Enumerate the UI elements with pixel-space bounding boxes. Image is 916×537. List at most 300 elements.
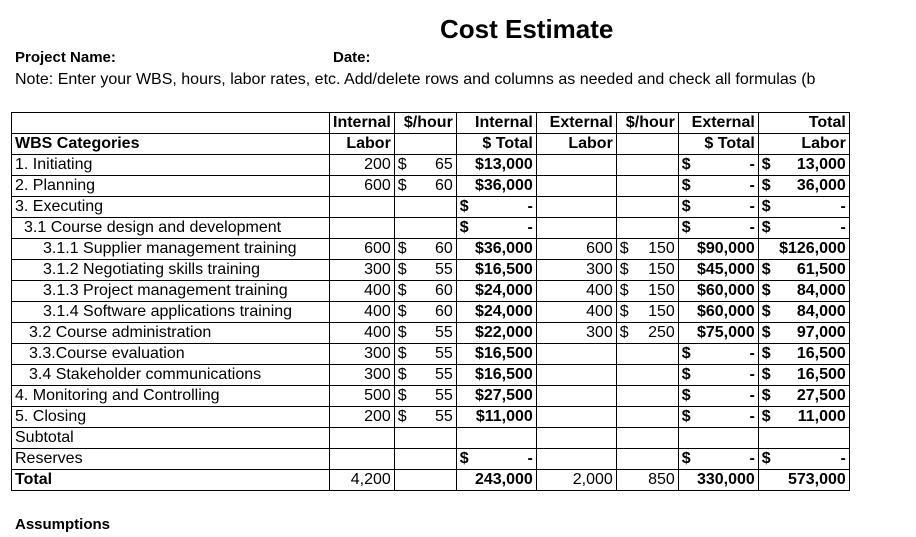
currency-symbol: $ bbox=[459, 219, 469, 236]
table-cell bbox=[456, 260, 536, 281]
accounting-value bbox=[398, 386, 453, 406]
table-cell bbox=[394, 302, 456, 323]
currency-symbol: $ bbox=[681, 387, 691, 404]
currency-symbol: $ bbox=[681, 366, 691, 383]
table-cell bbox=[678, 407, 758, 428]
table-cell bbox=[456, 365, 536, 386]
table-cell bbox=[394, 365, 456, 386]
accounting-value bbox=[398, 239, 453, 259]
cell-value: 60 bbox=[435, 282, 453, 299]
accounting-value bbox=[682, 386, 755, 406]
wbs-category-cell: 3.2 Course administration bbox=[12, 323, 330, 344]
accounting-value bbox=[682, 239, 755, 259]
header-cell bbox=[12, 113, 330, 134]
table-cell bbox=[758, 218, 849, 239]
currency-symbol: $ bbox=[761, 177, 771, 194]
cell-value: - bbox=[749, 366, 755, 383]
table-row bbox=[12, 281, 850, 302]
table-cell bbox=[758, 176, 849, 197]
accounting-value bbox=[682, 449, 755, 469]
cell-value: - bbox=[749, 408, 755, 425]
table-cell bbox=[456, 176, 536, 197]
header-cell: Internal bbox=[456, 113, 536, 134]
table-cell: 600 bbox=[330, 239, 395, 260]
cell-value: $24,000 bbox=[474, 303, 533, 320]
table-cell bbox=[394, 176, 456, 197]
cell-value: - bbox=[840, 198, 846, 215]
currency-symbol bbox=[682, 281, 684, 301]
currency-symbol: $ bbox=[761, 282, 771, 299]
accounting-value bbox=[762, 155, 846, 175]
table-cell bbox=[536, 218, 616, 239]
table-cell bbox=[456, 449, 536, 470]
table-cell bbox=[456, 323, 536, 344]
cell-value: $27,500 bbox=[474, 387, 533, 404]
table-cell bbox=[456, 428, 536, 449]
table-row bbox=[12, 176, 850, 197]
cell-value: 27,500 bbox=[796, 387, 846, 404]
currency-symbol: $ bbox=[619, 282, 629, 299]
table-cell bbox=[536, 197, 616, 218]
cell-value: 84,000 bbox=[796, 303, 846, 320]
cell-value: 150 bbox=[648, 240, 675, 257]
table-cell bbox=[616, 176, 678, 197]
accounting-value bbox=[460, 365, 533, 385]
cell-value: 55 bbox=[435, 345, 453, 362]
currency-symbol bbox=[682, 323, 684, 343]
accounting-value bbox=[682, 176, 755, 196]
table-cell bbox=[616, 218, 678, 239]
header-cell: Labor bbox=[758, 134, 849, 155]
accounting-value bbox=[682, 365, 755, 385]
wbs-category-cell: 3.1.3 Project management training bbox=[12, 281, 330, 302]
cell-value: - bbox=[749, 156, 755, 173]
table-cell bbox=[616, 386, 678, 407]
total-row bbox=[12, 470, 850, 491]
accounting-value bbox=[682, 260, 755, 280]
table-cell bbox=[758, 197, 849, 218]
cell-value: $75,000 bbox=[696, 324, 755, 341]
cell-value: 55 bbox=[435, 408, 453, 425]
table-cell bbox=[616, 302, 678, 323]
wbs-category-cell: 3.1.4 Software applications training bbox=[12, 302, 330, 323]
table-cell bbox=[394, 281, 456, 302]
accounting-value bbox=[762, 386, 846, 406]
accounting-value bbox=[762, 260, 846, 280]
reserves-row bbox=[12, 449, 850, 470]
total-label: Total bbox=[12, 470, 330, 491]
currency-symbol: $ bbox=[459, 450, 469, 467]
currency-symbol: $ bbox=[397, 156, 407, 173]
table-cell bbox=[456, 386, 536, 407]
table-cell: 200 bbox=[330, 407, 395, 428]
cell-value: $16,500 bbox=[474, 366, 533, 383]
page-title: Cost Estimate bbox=[440, 14, 614, 44]
cell-value: - bbox=[749, 345, 755, 362]
table-cell bbox=[758, 239, 849, 260]
table-cell bbox=[616, 281, 678, 302]
table-cell bbox=[394, 470, 456, 491]
accounting-value bbox=[620, 302, 675, 322]
accounting-value bbox=[460, 155, 533, 175]
accounting-value bbox=[762, 407, 846, 427]
accounting-value bbox=[762, 197, 846, 217]
table-cell: 600 bbox=[330, 176, 395, 197]
cell-value: $11,000 bbox=[475, 408, 533, 425]
cell-value: 11,000 bbox=[797, 408, 846, 425]
cell-value: 97,000 bbox=[796, 324, 846, 341]
accounting-value bbox=[762, 344, 846, 364]
project-name-label: Project Name: bbox=[15, 49, 116, 66]
cell-value: - bbox=[527, 198, 533, 215]
table-row bbox=[12, 239, 850, 260]
wbs-category-cell: 1. Initiating bbox=[12, 155, 330, 176]
table-cell bbox=[758, 260, 849, 281]
table-cell bbox=[678, 365, 758, 386]
accounting-value bbox=[398, 365, 453, 385]
table-cell: 300 bbox=[330, 344, 395, 365]
cell-value: $22,000 bbox=[474, 324, 533, 341]
currency-symbol: $ bbox=[459, 198, 469, 215]
table-cell bbox=[616, 428, 678, 449]
table-cell: 243,000 bbox=[456, 470, 536, 491]
table-cell bbox=[758, 407, 849, 428]
table-cell: 400 bbox=[536, 302, 616, 323]
cell-value: 60 bbox=[435, 240, 453, 257]
table-cell bbox=[616, 449, 678, 470]
table-cell bbox=[536, 344, 616, 365]
table-cell: 200 bbox=[330, 155, 395, 176]
table-cell bbox=[394, 260, 456, 281]
table-cell bbox=[456, 407, 536, 428]
table-cell bbox=[330, 428, 395, 449]
accounting-value bbox=[460, 386, 533, 406]
cell-value: 55 bbox=[435, 261, 453, 278]
header-cell bbox=[394, 134, 456, 155]
accounting-value bbox=[460, 323, 533, 343]
table-cell bbox=[394, 428, 456, 449]
accounting-value bbox=[398, 323, 453, 343]
subtotal-row bbox=[12, 428, 850, 449]
currency-symbol: $ bbox=[397, 240, 407, 257]
cell-value: $16,500 bbox=[474, 345, 533, 362]
cell-value: 150 bbox=[648, 261, 675, 278]
currency-symbol: $ bbox=[397, 324, 407, 341]
table-cell bbox=[678, 323, 758, 344]
table-cell bbox=[456, 197, 536, 218]
table-row bbox=[12, 302, 850, 323]
table-cell bbox=[456, 239, 536, 260]
header-row-2 bbox=[12, 134, 850, 155]
accounting-value bbox=[398, 407, 453, 427]
wbs-category-cell: 3.1 Course design and development bbox=[12, 218, 330, 239]
table-cell bbox=[536, 428, 616, 449]
table-cell bbox=[678, 386, 758, 407]
table-row bbox=[12, 218, 850, 239]
accounting-value bbox=[682, 323, 755, 343]
table-cell bbox=[616, 155, 678, 176]
table-cell bbox=[616, 197, 678, 218]
table-cell: 2,000 bbox=[536, 470, 616, 491]
table-cell bbox=[536, 155, 616, 176]
table-cell bbox=[394, 449, 456, 470]
accounting-value bbox=[762, 218, 846, 238]
table-cell bbox=[536, 449, 616, 470]
wbs-category-cell: 5. Closing bbox=[12, 407, 330, 428]
table-cell: 400 bbox=[330, 323, 395, 344]
accounting-value bbox=[460, 407, 533, 427]
wbs-category-cell: 3.1.2 Negotiating skills training bbox=[12, 260, 330, 281]
cell-value: 84,000 bbox=[796, 282, 846, 299]
table-cell bbox=[758, 428, 849, 449]
table-cell bbox=[394, 218, 456, 239]
accounting-value bbox=[460, 449, 533, 469]
table-cell bbox=[394, 197, 456, 218]
table-row bbox=[12, 407, 850, 428]
currency-symbol: $ bbox=[681, 156, 691, 173]
header-cell: $ Total bbox=[456, 134, 536, 155]
currency-symbol: $ bbox=[619, 303, 629, 320]
accounting-value bbox=[762, 302, 846, 322]
currency-symbol: $ bbox=[761, 219, 771, 236]
cell-value: - bbox=[840, 219, 846, 236]
table-cell: 300 bbox=[330, 260, 395, 281]
cell-value: 250 bbox=[648, 324, 675, 341]
accounting-value bbox=[762, 449, 846, 469]
table-cell bbox=[616, 239, 678, 260]
table-cell bbox=[758, 155, 849, 176]
table-row bbox=[12, 344, 850, 365]
accounting-value bbox=[460, 281, 533, 301]
currency-symbol: $ bbox=[761, 198, 771, 215]
header-cell: Labor bbox=[536, 134, 616, 155]
table-cell: 300 bbox=[536, 260, 616, 281]
table-cell bbox=[678, 218, 758, 239]
cell-value: $126,000 bbox=[779, 240, 846, 257]
accounting-value bbox=[460, 260, 533, 280]
currency-symbol bbox=[682, 239, 684, 259]
currency-symbol bbox=[460, 281, 462, 301]
cell-value: - bbox=[749, 177, 755, 194]
currency-symbol: $ bbox=[397, 366, 407, 383]
table-cell bbox=[678, 344, 758, 365]
cell-value: $45,000 bbox=[696, 261, 755, 278]
wbs-category-cell: 2. Planning bbox=[12, 176, 330, 197]
currency-symbol: $ bbox=[681, 198, 691, 215]
cell-value: $16,500 bbox=[474, 261, 533, 278]
cell-value: 16,500 bbox=[796, 345, 846, 362]
table-cell: 330,000 bbox=[678, 470, 758, 491]
header-cell: Internal bbox=[330, 113, 395, 134]
header-cell: Total bbox=[758, 113, 849, 134]
accounting-value bbox=[682, 407, 755, 427]
accounting-value bbox=[398, 260, 453, 280]
cell-value: 60 bbox=[435, 303, 453, 320]
table-cell bbox=[330, 449, 395, 470]
table-cell bbox=[678, 176, 758, 197]
accounting-value bbox=[762, 323, 846, 343]
accounting-value bbox=[398, 155, 453, 175]
table-cell bbox=[456, 155, 536, 176]
table-cell bbox=[394, 323, 456, 344]
cell-value: $36,000 bbox=[474, 177, 533, 194]
table-cell: 300 bbox=[330, 365, 395, 386]
accounting-value bbox=[682, 344, 755, 364]
accounting-value bbox=[460, 218, 533, 238]
header-cell: $/hour bbox=[616, 113, 678, 134]
cell-value: - bbox=[527, 219, 533, 236]
accounting-value bbox=[398, 302, 453, 322]
cell-value: 13,000 bbox=[796, 156, 846, 173]
currency-symbol bbox=[762, 239, 764, 259]
currency-symbol: $ bbox=[681, 408, 691, 425]
accounting-value bbox=[398, 344, 453, 364]
currency-symbol: $ bbox=[397, 303, 407, 320]
cell-value: - bbox=[749, 219, 755, 236]
currency-symbol: $ bbox=[761, 303, 771, 320]
currency-symbol: $ bbox=[397, 408, 407, 425]
accounting-value bbox=[460, 344, 533, 364]
header-cell: External bbox=[536, 113, 616, 134]
table-cell: 400 bbox=[330, 302, 395, 323]
table-cell: 4,200 bbox=[330, 470, 395, 491]
table-cell: 500 bbox=[330, 386, 395, 407]
table-cell bbox=[758, 302, 849, 323]
table-cell bbox=[536, 386, 616, 407]
currency-symbol bbox=[460, 302, 462, 322]
table-cell bbox=[456, 344, 536, 365]
table-cell bbox=[758, 323, 849, 344]
currency-symbol: $ bbox=[761, 261, 771, 278]
currency-symbol: $ bbox=[397, 345, 407, 362]
table-cell bbox=[678, 260, 758, 281]
currency-symbol: $ bbox=[619, 240, 629, 257]
wbs-category-cell: 3.1.1 Supplier management training bbox=[12, 239, 330, 260]
currency-symbol: $ bbox=[761, 366, 771, 383]
table-cell bbox=[616, 344, 678, 365]
accounting-value bbox=[762, 176, 846, 196]
date-label: Date: bbox=[333, 49, 371, 66]
currency-symbol bbox=[682, 260, 684, 280]
cell-value: $36,000 bbox=[474, 240, 533, 257]
table-row bbox=[12, 386, 850, 407]
accounting-value bbox=[460, 302, 533, 322]
table-cell bbox=[758, 386, 849, 407]
subtotal-label: Subtotal bbox=[12, 428, 330, 449]
currency-symbol bbox=[460, 155, 462, 175]
table-cell bbox=[536, 176, 616, 197]
cell-value: - bbox=[749, 450, 755, 467]
currency-symbol bbox=[460, 260, 462, 280]
cell-value: 61,500 bbox=[796, 261, 846, 278]
table-cell bbox=[456, 302, 536, 323]
header-cell bbox=[616, 134, 678, 155]
table-cell bbox=[330, 197, 395, 218]
table-row bbox=[12, 323, 850, 344]
currency-symbol: $ bbox=[397, 261, 407, 278]
accounting-value bbox=[682, 197, 755, 217]
currency-symbol: $ bbox=[761, 324, 771, 341]
table-cell bbox=[616, 260, 678, 281]
table-cell bbox=[678, 302, 758, 323]
accounting-value bbox=[620, 323, 675, 343]
currency-symbol: $ bbox=[681, 177, 691, 194]
accounting-value bbox=[460, 197, 533, 217]
wbs-category-cell: 4. Monitoring and Controlling bbox=[12, 386, 330, 407]
table-cell: 850 bbox=[616, 470, 678, 491]
currency-symbol: $ bbox=[681, 345, 691, 362]
currency-symbol: $ bbox=[761, 345, 771, 362]
accounting-value bbox=[682, 302, 755, 322]
currency-symbol: $ bbox=[681, 219, 691, 236]
currency-symbol: $ bbox=[681, 450, 691, 467]
accounting-value bbox=[398, 281, 453, 301]
wbs-category-cell: 3.4 Stakeholder communications bbox=[12, 365, 330, 386]
currency-symbol: $ bbox=[619, 261, 629, 278]
cell-value: 55 bbox=[435, 324, 453, 341]
accounting-value bbox=[682, 281, 755, 301]
currency-symbol: $ bbox=[761, 450, 771, 467]
table-cell bbox=[456, 281, 536, 302]
table-cell bbox=[678, 449, 758, 470]
header-cell: External bbox=[678, 113, 758, 134]
cell-value: 36,000 bbox=[796, 177, 846, 194]
table-cell bbox=[616, 407, 678, 428]
currency-symbol bbox=[460, 365, 462, 385]
accounting-value bbox=[762, 281, 846, 301]
accounting-value bbox=[620, 281, 675, 301]
table-cell bbox=[616, 365, 678, 386]
currency-symbol bbox=[682, 302, 684, 322]
accounting-value bbox=[620, 260, 675, 280]
cell-value: - bbox=[749, 198, 755, 215]
header-row-1 bbox=[12, 113, 850, 134]
cell-value: $13,000 bbox=[474, 156, 533, 173]
cell-value: 150 bbox=[648, 282, 675, 299]
accounting-value bbox=[682, 218, 755, 238]
cell-value: 16,500 bbox=[796, 366, 846, 383]
currency-symbol bbox=[460, 239, 462, 259]
accounting-value bbox=[460, 239, 533, 259]
accounting-value bbox=[762, 239, 846, 259]
accounting-value bbox=[620, 239, 675, 259]
table-cell bbox=[536, 407, 616, 428]
cell-value: - bbox=[840, 450, 846, 467]
header-cell: WBS Categories bbox=[12, 134, 330, 155]
cell-value: - bbox=[749, 387, 755, 404]
cell-value: $90,000 bbox=[696, 240, 755, 257]
table-row bbox=[12, 155, 850, 176]
cell-value: $24,000 bbox=[474, 282, 533, 299]
table-cell bbox=[616, 323, 678, 344]
table-cell bbox=[394, 344, 456, 365]
currency-symbol: $ bbox=[397, 177, 407, 194]
table-cell: 400 bbox=[536, 281, 616, 302]
table-cell: 600 bbox=[536, 239, 616, 260]
currency-symbol bbox=[460, 386, 462, 406]
cell-value: $60,000 bbox=[696, 282, 755, 299]
table-row bbox=[12, 365, 850, 386]
table-cell bbox=[678, 281, 758, 302]
cell-value: 65 bbox=[435, 156, 453, 173]
accounting-value bbox=[460, 176, 533, 196]
table-cell: 573,000 bbox=[758, 470, 849, 491]
cell-value: $60,000 bbox=[696, 303, 755, 320]
cell-value: 55 bbox=[435, 387, 453, 404]
table-cell bbox=[456, 218, 536, 239]
wbs-category-cell: 3. Executing bbox=[12, 197, 330, 218]
table-cell bbox=[678, 239, 758, 260]
